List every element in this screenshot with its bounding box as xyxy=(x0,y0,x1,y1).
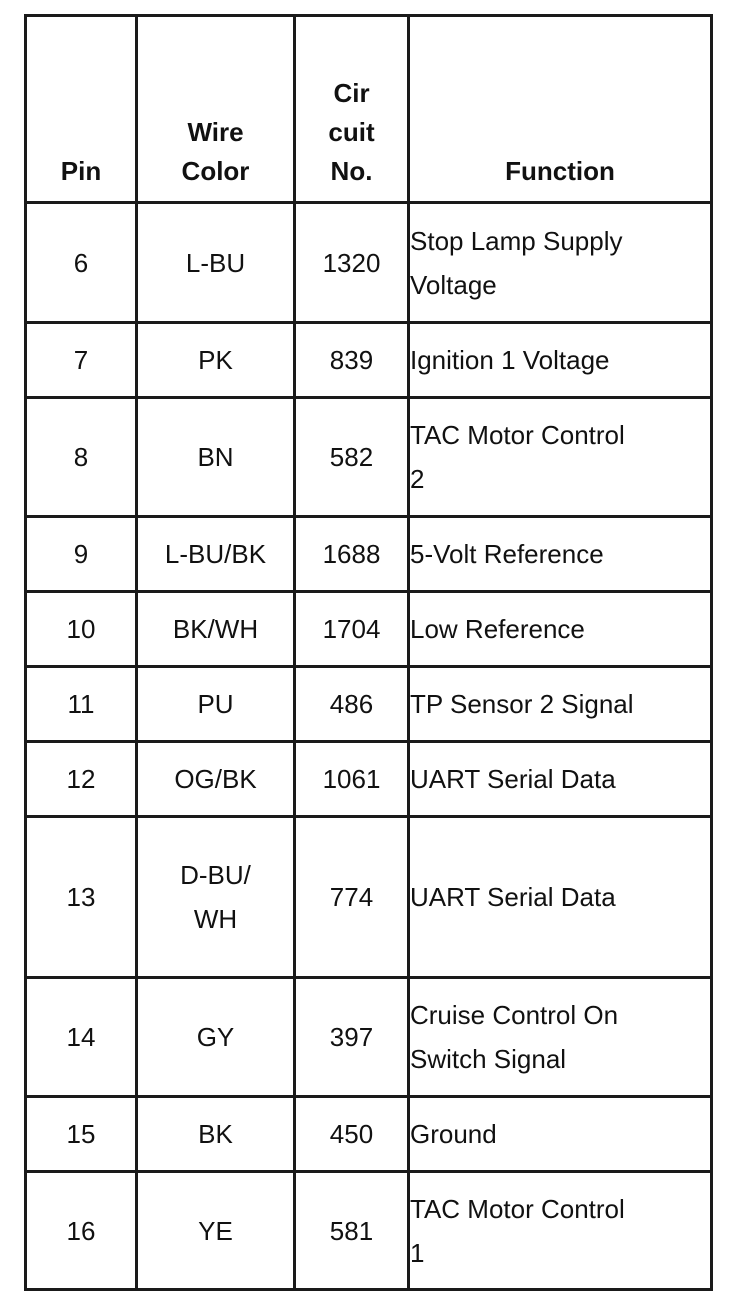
wire-color-cell-line: WH xyxy=(193,904,238,934)
function-cell-line: 2 xyxy=(410,464,425,494)
function-cell-line: Ground xyxy=(410,1119,497,1149)
wire-color-cell xyxy=(137,517,295,592)
pin-table xyxy=(24,14,713,1291)
function-cell-line: TAC Motor Control xyxy=(410,1193,625,1224)
pin-cell: 6 xyxy=(26,203,137,323)
table-row xyxy=(26,667,712,742)
header-circuit-no xyxy=(295,16,409,203)
header-wire-color-line: Wire xyxy=(187,117,244,147)
function-cell-line: Ignition 1 Voltage xyxy=(410,345,610,375)
function-cell xyxy=(409,398,712,517)
circuit-no-cell: 1061 xyxy=(295,742,409,817)
table-header xyxy=(26,16,712,203)
function-cell-line: Switch Signal xyxy=(410,1044,567,1074)
wire-color-cell xyxy=(137,1172,295,1290)
pin-cell: 15 xyxy=(26,1097,137,1172)
function-cell-line: 1 xyxy=(410,1237,425,1268)
table-body xyxy=(26,203,712,1290)
wire-color-cell xyxy=(137,817,295,978)
function-cell xyxy=(409,323,712,398)
wire-color-cell xyxy=(137,323,295,398)
header-function-line: Function xyxy=(505,156,615,186)
function-cell xyxy=(409,592,712,667)
function-cell-line: UART Serial Data xyxy=(410,764,616,794)
circuit-no-cell: 582 xyxy=(295,398,409,517)
wire-color-cell-line: L-BU/BK xyxy=(164,539,267,569)
wire-color-cell xyxy=(137,667,295,742)
circuit-no-cell: 1704 xyxy=(295,592,409,667)
pin-cell: 10 xyxy=(26,592,137,667)
pin-cell: 9 xyxy=(26,517,137,592)
header-circuit-no-line: No. xyxy=(330,156,373,186)
pin-cell: 11 xyxy=(26,667,137,742)
wire-color-cell-line: PK xyxy=(198,345,233,375)
wire-color-cell-line: YE xyxy=(198,1215,233,1246)
wire-color-cell-line: OG/BK xyxy=(174,764,257,794)
header-pin-line: Pin xyxy=(60,156,102,186)
header-wire-color xyxy=(137,16,295,203)
wire-color-cell-line: D-BU/ xyxy=(180,860,251,890)
pin-cell: 12 xyxy=(26,742,137,817)
table-row xyxy=(26,978,712,1097)
header-pin xyxy=(26,16,137,203)
wire-color-cell xyxy=(137,1097,295,1172)
wire-color-cell xyxy=(137,398,295,517)
function-cell-line: TP Sensor 2 Signal xyxy=(410,689,634,719)
function-cell-line: 5-Volt Reference xyxy=(410,539,604,569)
circuit-no-cell: 450 xyxy=(295,1097,409,1172)
wire-color-cell xyxy=(137,978,295,1097)
function-cell-line: UART Serial Data xyxy=(410,882,616,912)
wire-color-cell-line: BK/WH xyxy=(172,614,259,644)
wire-color-cell-line: PU xyxy=(197,689,234,719)
header-wire-color-line: Color xyxy=(181,156,250,186)
circuit-no-cell: 486 xyxy=(295,667,409,742)
function-cell-line: Voltage xyxy=(410,269,497,300)
function-cell xyxy=(409,817,712,978)
table-row xyxy=(26,203,712,323)
pin-cell: 14 xyxy=(26,978,137,1097)
function-cell xyxy=(409,203,712,323)
circuit-no-cell: 839 xyxy=(295,323,409,398)
table-row xyxy=(26,592,712,667)
circuit-no-cell: 1688 xyxy=(295,517,409,592)
function-cell xyxy=(409,742,712,817)
function-cell-line: Stop Lamp Supply xyxy=(410,225,623,256)
header-circuit-no-line: Cir xyxy=(333,78,370,108)
pin-cell: 13 xyxy=(26,817,137,978)
table-row xyxy=(26,398,712,517)
table-row xyxy=(26,817,712,978)
header-row xyxy=(26,16,712,203)
table-row xyxy=(26,1172,712,1290)
header-circuit-no-line: cuit xyxy=(328,117,375,147)
function-cell xyxy=(409,667,712,742)
pin-cell: 7 xyxy=(26,323,137,398)
wire-color-cell xyxy=(137,203,295,323)
pin-cell: 8 xyxy=(26,398,137,517)
wire-color-cell xyxy=(137,742,295,817)
wire-color-cell xyxy=(137,592,295,667)
table-row xyxy=(26,1097,712,1172)
wire-color-cell-line: BK xyxy=(198,1119,233,1149)
function-cell xyxy=(409,1172,712,1290)
circuit-no-cell: 397 xyxy=(295,978,409,1097)
pin-cell: 16 xyxy=(26,1172,137,1290)
function-cell-line: Cruise Control On xyxy=(410,1000,619,1030)
function-cell-line: Low Reference xyxy=(410,614,585,644)
function-cell-line: TAC Motor Control xyxy=(410,420,625,450)
circuit-no-cell: 774 xyxy=(295,817,409,978)
function-cell xyxy=(409,1097,712,1172)
wire-color-cell-line: BN xyxy=(197,442,234,472)
function-cell xyxy=(409,517,712,592)
wire-color-cell-line: GY xyxy=(196,1022,235,1052)
table-row xyxy=(26,517,712,592)
function-cell xyxy=(409,978,712,1097)
table-row xyxy=(26,742,712,817)
circuit-no-cell: 581 xyxy=(295,1172,409,1290)
header-function xyxy=(409,16,712,203)
table-row xyxy=(26,323,712,398)
wire-color-cell-line: L-BU xyxy=(185,247,246,278)
circuit-no-cell: 1320 xyxy=(295,203,409,323)
